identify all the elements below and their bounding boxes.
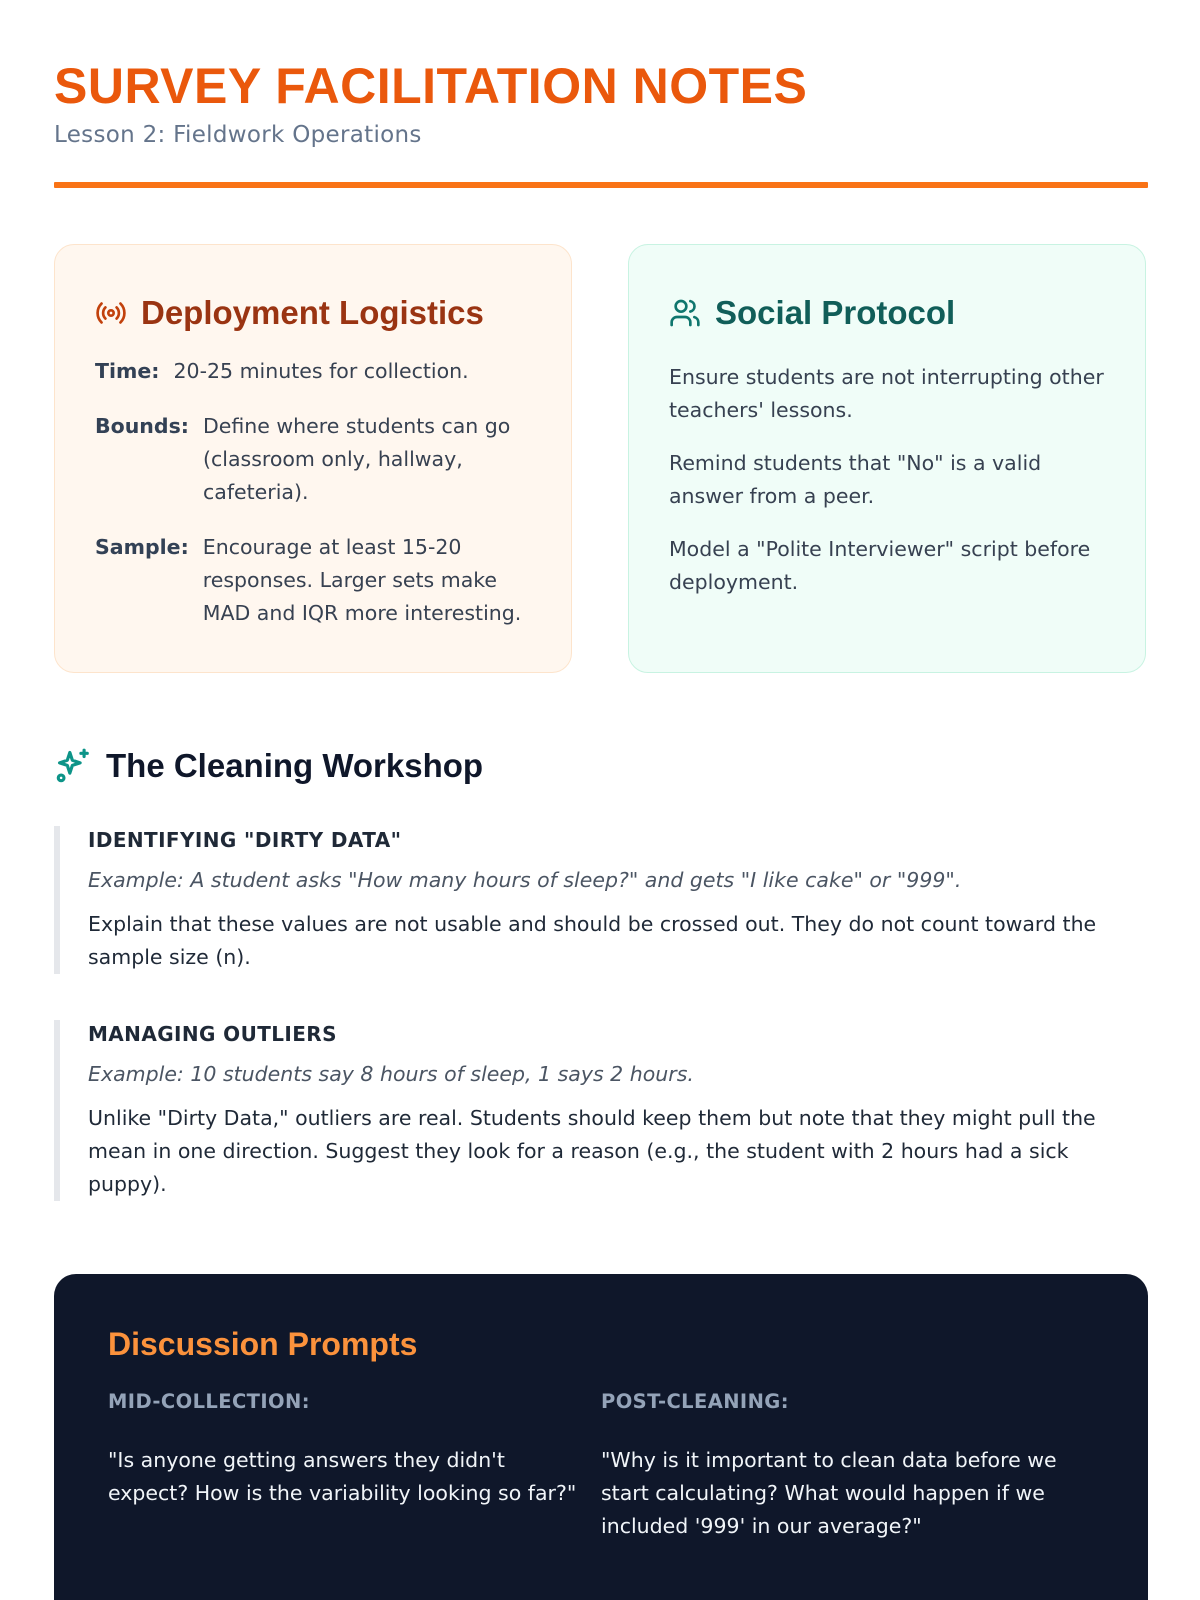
prompt-label: POST-CLEANING: [601, 1390, 789, 1413]
users-icon [669, 297, 701, 329]
logistics-value: Encourage at least 15-20 responses. Larger sets make MAD and IQR more interesting. [202, 535, 522, 625]
sparkles-icon [54, 747, 92, 785]
block-body: Explain that these values are not usable and should be crossed out. They do not count toward the sample size (n). [88, 912, 1097, 969]
logistics-key: Time: [95, 359, 160, 383]
prompt-column-mid-collection [108, 1388, 601, 1543]
logistics-key: Sample: [95, 535, 189, 559]
social-protocol-header [669, 293, 1105, 333]
deployment-logistics-title: Deployment Logistics [141, 294, 484, 331]
prompt-column-post-cleaning [601, 1388, 1094, 1543]
page-title: SURVEY FACILITATION NOTES [54, 58, 808, 114]
social-protocol-title: Social Protocol [715, 294, 956, 331]
logistics-key: Bounds: [95, 414, 189, 438]
social-protocol-item: Remind students that "No" is a valid answer from a peer. [669, 451, 1042, 508]
discussion-prompts-panel [54, 1274, 1148, 1600]
broadcast-icon [95, 297, 127, 329]
deployment-logistics-card [54, 244, 572, 673]
logistics-value: Define where students can go (classroom only, hallway, cafeteria). [202, 414, 511, 504]
cleaning-workshop-header [54, 745, 483, 787]
outliers-block [54, 1020, 1148, 1201]
block-example: Example: 10 students say 8 hours of sleep, 1 says 2 hours. [88, 1062, 694, 1086]
block-heading: IDENTIFYING "DIRTY DATA" [88, 828, 402, 852]
block-body: Unlike "Dirty Data," outliers are real. Students should keep them but note that they might pull the mean in one direction. Suggest they look for a reason (e.g., the student with 2 hours had a sick puppy). [88, 1106, 1096, 1196]
discussion-prompts-columns [108, 1388, 1094, 1543]
page-subtitle: Lesson 2: Fieldwork Operations [54, 122, 422, 148]
logistics-value: 20-25 minutes for collection. [173, 359, 469, 383]
dirty-data-block [54, 826, 1148, 974]
block-heading: MANAGING OUTLIERS [88, 1022, 337, 1046]
prompt-text: "Why is it important to clean data before we start calculating? What would happen if we included '999' in our average?" [601, 1448, 1057, 1538]
social-protocol-item: Model a "Polite Interviewer" script before deployment. [669, 537, 1091, 594]
header-divider [54, 182, 1148, 188]
logistics-item-sample [95, 531, 531, 630]
logistics-item-bounds [95, 410, 531, 509]
prompt-text: "Is anyone getting answers they didn't expect? How is the variability looking so far?" [108, 1448, 577, 1505]
block-example: Example: A student asks "How many hours of sleep?" and gets "I like cake" or "999". [88, 868, 962, 892]
discussion-prompts-title: Discussion Prompts [108, 1326, 418, 1362]
prompt-label: MID-COLLECTION: [108, 1390, 310, 1413]
social-protocol-card [628, 244, 1146, 673]
deployment-logistics-header [95, 293, 531, 333]
logistics-item-time [95, 355, 531, 388]
social-protocol-item: Ensure students are not interrupting other teachers' lessons. [669, 365, 1104, 422]
cleaning-workshop-title: The Cleaning Workshop [106, 747, 484, 784]
